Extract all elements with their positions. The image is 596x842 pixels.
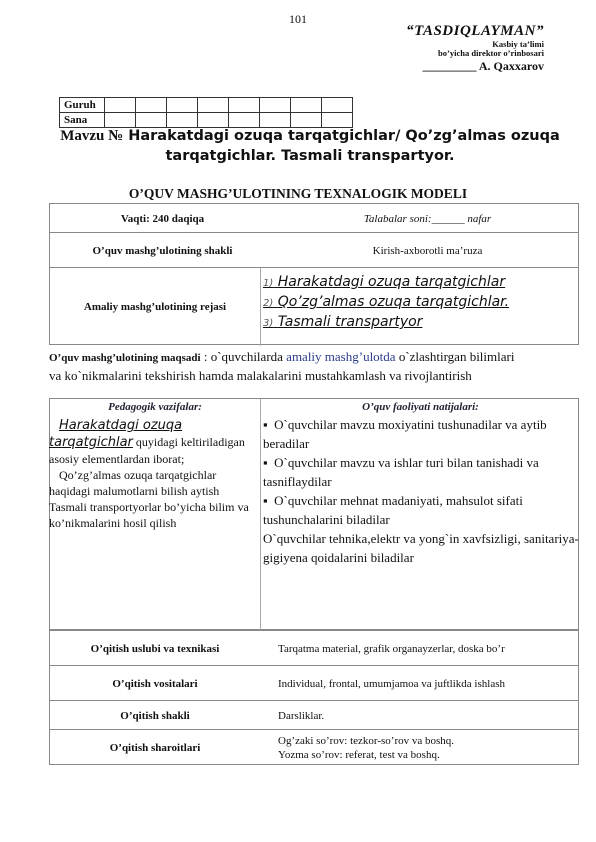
- goal-paragraph: [49, 348, 579, 385]
- conditions-row: [49, 729, 579, 765]
- cell: [260, 98, 291, 113]
- form-label: O’quv mashg’ulotining shakli: [92, 245, 233, 257]
- ped-topic: Harakatdagi ozuqa tarqatgichlar: [49, 418, 183, 450]
- divider: [260, 268, 261, 346]
- approval-line1: Kasbiy ta’limi: [492, 38, 544, 49]
- shape-label: O’qitish shakli: [120, 710, 190, 722]
- cell: [105, 98, 136, 113]
- result-item: ▪ O`quvchilar mavzu va ishlar turi bilan tanishadi va tasniflaydilar: [263, 455, 539, 489]
- plan-row: [49, 267, 579, 345]
- ped-header: Pedagogik vazifalar:: [108, 401, 202, 413]
- result-text: O`quvchilar mavzu moxiyatini tushunadilar va aytib beradilar: [263, 417, 547, 451]
- means-label: O’qitish vositalari: [112, 678, 198, 690]
- plan-item: [263, 313, 578, 333]
- goal-label: O’quv mashg’ulotining maqsadi: [49, 352, 201, 364]
- plan-item: [263, 273, 578, 293]
- means-value: Individual, frontal, umumjamoa va juftlikda ishlash: [278, 678, 505, 690]
- group-row: [60, 98, 353, 113]
- plan-item-num: 2): [263, 298, 274, 309]
- plan-label: Amaliy mashg’ulotining rejasi: [83, 301, 227, 313]
- goal-line2: va ko`nikmalarini tekshirish hamda malakalarini mustahkamlash va rivojlantirish: [49, 368, 472, 383]
- form-row: [49, 232, 579, 268]
- time-row: [49, 203, 579, 233]
- plan-item: [263, 293, 578, 313]
- conditions-line2: Yozma so’rov: referat, test va boshq.: [278, 749, 440, 761]
- plan-item-text: Harakatdagi ozuqa tarqatgichlar: [277, 274, 506, 290]
- means-row: [49, 665, 579, 701]
- result-text: O`quvchilar mehnat madaniyati, mahsulot sifati tushunchalarini biladilar: [263, 493, 523, 527]
- cell: [322, 98, 353, 113]
- result-item: ▪ O`quvchilar mehnat madaniyati, mahsulot sifati tushunchalarini biladilar: [263, 493, 523, 527]
- goal-sep: : o`quvchilarda: [200, 349, 287, 364]
- conditions-line1: Og’zaki so’rov: tezkor-so’rov va boshq.: [278, 735, 455, 747]
- topic-line1: Harakatdagi ozuqa tarqatgichlar/ Qo’zg’almas ozuqa: [123, 128, 560, 144]
- plan-item-text: Qo’zg’almas ozuqa tarqatgichlar.: [277, 294, 510, 310]
- results-header: O’quv faoliyati natijalari:: [362, 401, 479, 413]
- ped-p1: quyidagi keltiriladigan asosiy elementlardan iborat;: [49, 435, 245, 466]
- conditions-label: O’qitish sharoitlari: [109, 742, 201, 754]
- topic-prefix: Mavzu №: [60, 128, 124, 144]
- form-value: Kirish-axborotli ma’ruza: [372, 245, 483, 257]
- result-text: O`quvchilar mavzu va ishlar turi bilan tanishadi va tasniflaydilar: [263, 455, 539, 489]
- cell: [198, 98, 229, 113]
- methods-row: [49, 630, 579, 666]
- group-table: [59, 97, 353, 128]
- topic-title: [60, 126, 560, 166]
- approval-block: [406, 24, 544, 72]
- group-label: Guruh: [60, 98, 105, 113]
- tasks-row: [49, 398, 579, 630]
- plan-item-num: 1): [263, 278, 274, 289]
- divider: [260, 399, 261, 631]
- students-count: Talabalar soni:______ nafar: [363, 213, 492, 225]
- shape-value: Darsliklar.: [278, 710, 325, 722]
- approval-signature: _________ A. Qaxxarov: [422, 58, 544, 73]
- topic-line2: tarqatgichlar. Tasmali transpartyor.: [165, 148, 455, 164]
- conditions-value: [278, 734, 578, 762]
- time-label: Vaqti: 240 daqiqa: [120, 213, 205, 225]
- cell: [291, 98, 322, 113]
- shape-row: [49, 700, 579, 730]
- ped-p2: Qo’zg’almas ozuqa tarqatgichlar haqidagi malumotlarni bilish aytish Tasmali transportyorlar bo’yicha bilim va ko’nikmalarini hosil qilish: [49, 468, 249, 530]
- cell: [229, 98, 260, 113]
- result-extra: O`quvchilar tehnika,elektr va yong`in xavfsizligi, sanitariya-gigiyena qoidalarini biladilar: [263, 531, 579, 565]
- approval-title: “TASDIQLAYMAN”: [406, 23, 544, 39]
- approval-line2: bo’yicha direktor o’rinbosari: [438, 47, 544, 58]
- result-item: ▪ O`quvchilar mavzu moxiyatini tushunadilar va aytib beradilar: [263, 417, 547, 451]
- ped-text: [49, 417, 255, 531]
- goal-highlight: amaliy mashg’ulotda: [286, 349, 396, 364]
- model-title: O’QUV MASHG’ULOTINING TEXNALOGIK MODELI: [128, 186, 468, 201]
- page-number: 101: [289, 12, 307, 26]
- cell: [167, 98, 198, 113]
- plan-item-num: 3): [263, 318, 274, 329]
- plan-item-text: Tasmali transpartyor: [277, 314, 423, 330]
- date-label: Sana: [60, 113, 105, 128]
- goal-rest: o`zlashtirgan bilimlari: [395, 349, 515, 364]
- cell: [136, 98, 167, 113]
- methods-label: O’qitish uslubi va texnikasi: [90, 643, 220, 655]
- plan-list: [263, 273, 578, 333]
- results-list: [263, 415, 579, 567]
- methods-value: Tarqatma material, grafik organayzerlar, doska bo’r: [278, 643, 505, 655]
